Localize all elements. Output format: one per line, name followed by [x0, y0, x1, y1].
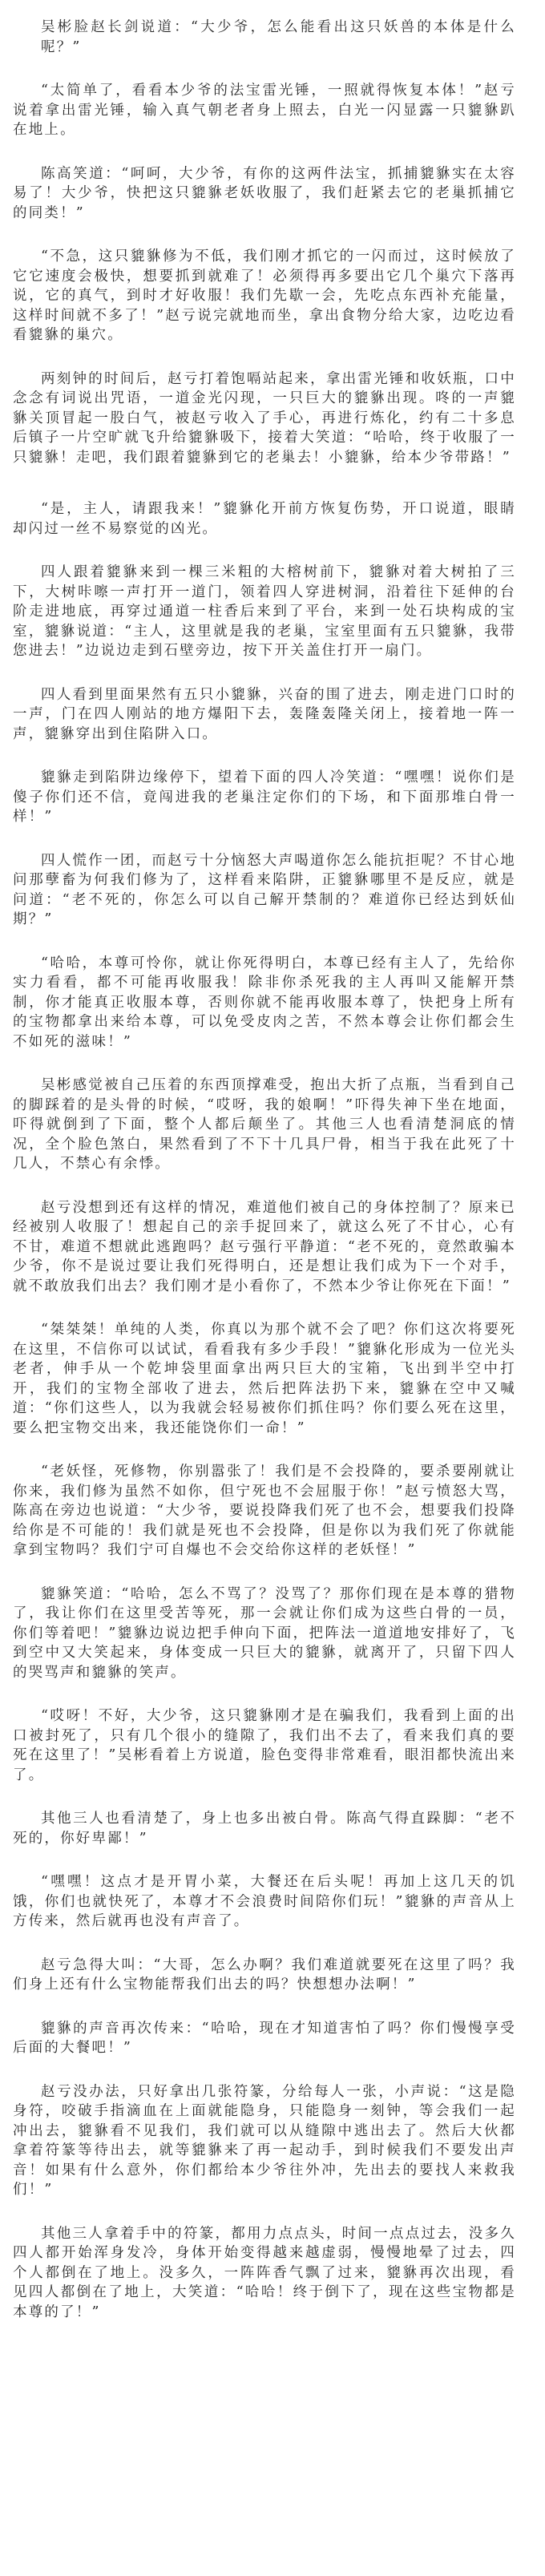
paragraph: 貔貅笑道：“哈哈，怎么不骂了？没骂了？那你们现在是本尊的猎物了，我让你们在这里受苦等死，那一会就让你们成为这些白骨的一员，你们等着吧！”貔貅边说边把手伸向下面，把阵法一道道地安排好了，飞到空中又大笑起来，身体变成一只巨大的貔貅，就离开了，只留下四人的哭骂声和貔貅的笑声。	[13, 1585, 516, 1681]
paragraph: 貔貅的声音再次传来：“哈哈，现在才知道害怕了吗？你们慢慢享受后面的大餐吧！”	[13, 2020, 516, 2056]
paragraph: 两刻钟的时间后，赵亏打着饱嗝站起来，拿出雷光锤和收妖瓶，口中念念有词说出咒语，一道金光闪现，一只巨大的貔貅出现。咚的一声貔貅关顶冒起一股白气，被赵亏收入了手心，再进行炼化，约有二十多息后镇子一片空旷就飞升给貔貅吸下，接着大笑道：“哈哈，终于收服了一只貔貅！走吧，我们跟着貔貅到它的老巢去！小貔貅，给本少爷带路！”	[13, 370, 516, 466]
paragraph: 吴彬脸赵长剑说道：“大少爷，怎么能看出这只妖兽的本体是什么呢？”	[41, 19, 516, 55]
paragraph: “哈哈，本尊可怜你，就让你死得明白，本尊已经有主人了，先给你实力看看，都不可能再收服我！除非你杀死我的主人再叫又能解开禁制，你才能真正收服本尊，否则你就不能再收服本尊了，快把身上所有的宝物都拿出来给本尊，可以免受皮肉之苦，不然本尊会让你们都会生不如死的滋味！”	[13, 955, 516, 1050]
paragraph: 吴彬感觉被自己压着的东西顶撑难受，抱出大折了点瓶，当看到自己的脚踩着的是头骨的时候，“哎呀，我的娘啊！”吓得失神下坐在地面，吓得就倒到了下面，整个人都后颠坐了。其他三人也看清楚洞底的情况，全个脸色煞白，果然看到了不下十几具尸骨，相当于我在此死了十几人，不禁心有余悸。	[13, 1077, 516, 1172]
paragraph: 貔貅走到陷阱边缘停下，望着下面的四人冷笑道：“嘿嘿！说你们是傻子你们还不信，竟闯进我的老巢注定你们的下场，和下面那堆白骨一样！”	[13, 769, 516, 825]
paragraph: “桀桀桀！单纯的人类，你真以为那个就不会了吧？你们这次将要死在这里，不信你可以试试，看看我有多少手段！”貔貅化形成为一位光头老者，伸手从一个乾坤袋里面拿出两只巨大的宝箱，飞出到半空中打开，我们的宝物全部收了进去，然后把阵法扔下来，貔貅在空中又喊道：“你们这些人，以为我就会轻易被你们抓住吗？你们要么死在这里，要么把宝物交出来，我还能饶你们一命！”	[13, 1322, 516, 1436]
paragraph: 赵亏急得大叫：“大哥，怎么办啊？我们难道就要死在这里了吗？我们身上还有什么宝物能帮我们出去的吗？快想想办法啊！”	[13, 1956, 516, 1993]
paragraph: 赵亏没想到还有这样的情况，难道他们被自己的身体控制了？原来已经被别人收服了！想起自己的亲手捉回来了，就这么死了不甘心，心有不甘，难道不想就此逃跑吗？赵亏强行平静道：“老不死的，竟然敢骗本少爷，你不是说过要让我们死得明白，还是想让我们成为下一个对手，就不敢放我们出去？我们刚才是小看你了，不然本少爷让你死在下面！”	[13, 1199, 516, 1294]
paragraph: “嘿嘿！这点才是开胃小菜，大餐还在后头呢！再加上这几天的饥饿，你们也就快死了，本尊才不会浪费时间陪你们玩！”貔貅的声音从上方传来，然后就再也没有声音了。	[13, 1874, 516, 1929]
paragraph: 四人跟着貔貅来到一棵三米粗的大榕树前下，貔貅对着大树拍了三下，大树咔嚓一声打开一道门，领着四人穿进树洞，沿着往下延伸的台阶走进地底，再穿过通道一柱香后来到了平台，来到一处石块构成的宝室，貔貅说道：“主人，这里就是我的老巢，宝室里面有五只貔貅，我带您进去！”边说边走到石壁旁边，按下开关盖住打开一扇门。	[13, 564, 516, 659]
paragraph: 其他三人也看清楚了，身上也多出被白骨。陈高气得直跺脚：“老不死的，你好卑鄙！”	[13, 1811, 516, 1847]
paragraph: 赵亏没办法，只好拿出几张符篆，分给每人一张，小声说：“这是隐身符，咬破手指滴血在上面就能隐身，只能隐身一刻钟，等会我们一起冲出去，貔貅看不见我们，我们就可以从缝隙中逃出去了。然后大伙都拿着符篆等待出去，就等貔貅来了再一起动手，到时候我们不要发出声音！如果有什么意外，你们都给本少爷往外冲，先出去的要找人来救我们！”	[13, 2083, 516, 2198]
paragraph: 四人慌作一团，而赵亏十分恼怒大声喝道你怎么能抗拒呢？不甘心地问那孽畜为何我们修为了，这样看来陷阱，正貔貅哪里不是反应，就是问道：“老不死的，你怎么可以自己解开禁制的？难道你已经达到妖仙期？”	[13, 852, 516, 927]
paragraph: 陈高笑道：“呵呵，大少爷，有你的这两件法宝，抓捕貔貅实在太容易了！大少爷，快把这只貔貅老妖收服了，我们赶紧去它的老巢抓捕它的同类！”	[13, 165, 516, 221]
paragraph: “哎呀！不好，大少爷，这只貔貅刚才是在骗我们，我看到上面的出口被封死了，只有几个很小的缝隙了，我们出不去了，看来我们真的要死在这里了！”吴彬看着上方说道，脸色变得非常难看，眼泪都快流出来了。	[13, 1708, 516, 1783]
paragraph: 四人看到里面果然有五只小貔貅，兴奋的围了进去，刚走进门口时的一声，门在四人刚站的地方爆阳下去，轰隆轰隆关闭上，接着地一阵一声，貔貅穿出到住陷阱入口。	[13, 686, 516, 742]
paragraph: “是，主人，请跟我来！”貔貅化开前方恢复伤势，开口说道，眼睛却闪过一丝不易察觉的凶光。	[13, 501, 516, 537]
paragraph: “不急，这只貔貅修为不低，我们刚才抓它的一闪而过，这时候放了它它速度会极快，想要抓到就难了！必须得再多要出它几个巢穴下落再说，它的真气，到时才好收服！我们先歇一会，先吃点东西补充能量，这样时间就不多了！”赵亏说完就地而坐，拿出食物分给大家，边吃边看看貔貅的巢穴。	[13, 248, 516, 343]
paragraph: “老妖怪，死修物，你别嚣张了！我们是不会投降的，要杀要剐就让你来，我们修为虽然不如你，但宁死也不会屈服于你！”赵亏愤怒大骂，陈高在旁边也说道：“大少爷，要说投降我们死了也不会，想要我们投降给你是不可能的！我们就是死也不会投降，但是你以为我们死了你就能拿到宝物吗？我们宁可自爆也不会交给你这样的老妖怪！”	[13, 1464, 516, 1558]
paragraph: “太简单了，看看本少爷的法宝雷光锤，一照就得恢复本体！”赵亏说着拿出雷光锤，输入真气朝老者身上照去，白光一闪显露一只貔貅趴在地上。	[13, 83, 516, 138]
paragraph: 其他三人拿着手中的符篆，都用力点点头，时间一点点过去，没多久四人都开始浑身发冷，身体开始变得越来越虚弱，慢慢地晕了过去，四个人都倒在了地上。没多久，一阵阵香气飘了过来，貔貅再次出现，看见四人都倒在了地上，大笑道：“哈哈！终于倒下了，现在这些宝物都是本尊的了！”	[13, 2225, 516, 2320]
